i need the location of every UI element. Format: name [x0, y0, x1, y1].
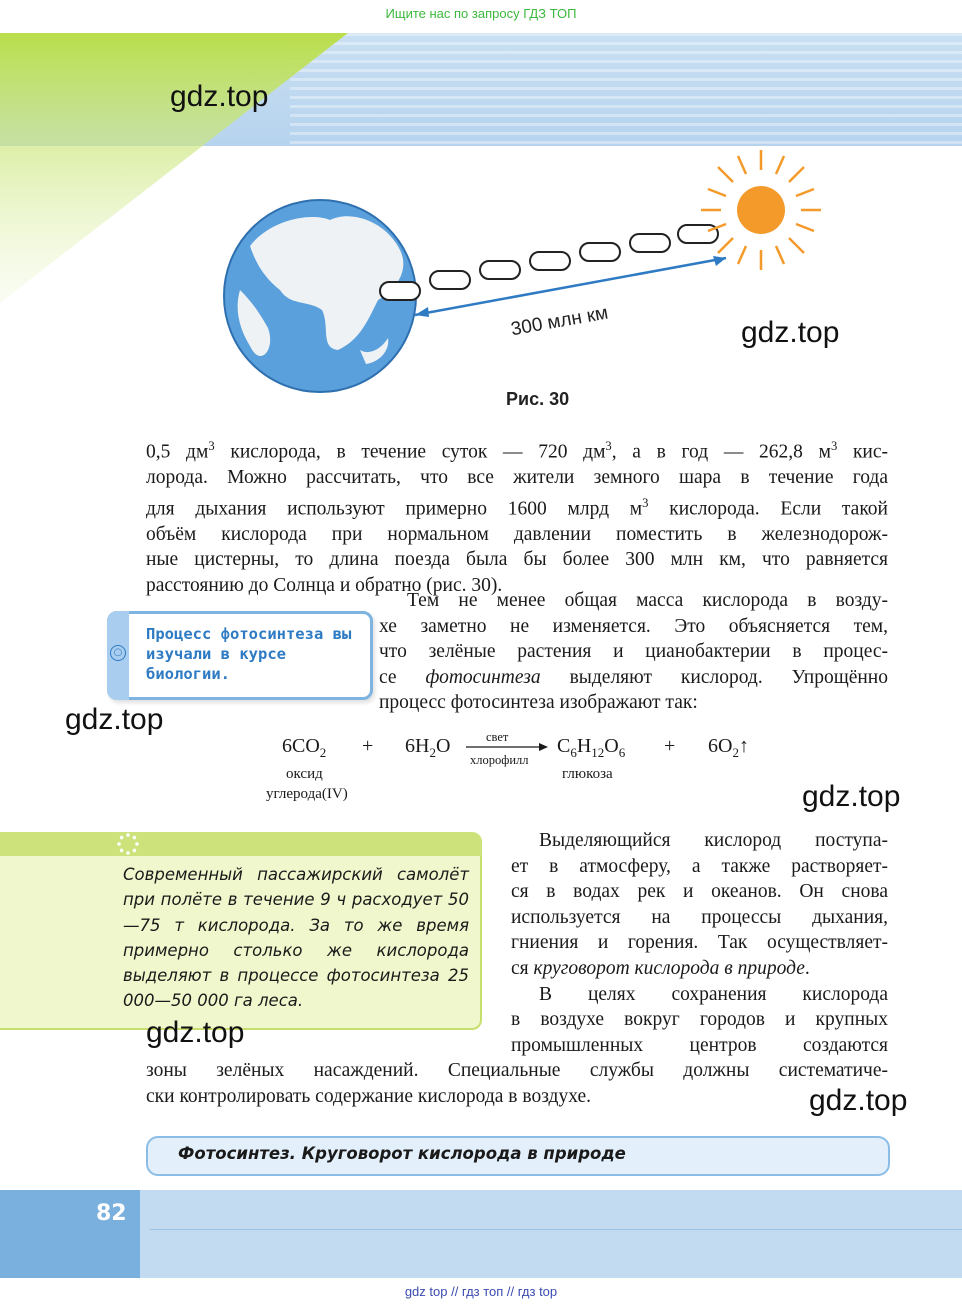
term-oxygen-cycle: круговорот кислорода в природе: [533, 957, 805, 979]
paragraph-3-tail: [146, 1058, 888, 1109]
eq-label-oxide: оксид: [286, 766, 323, 782]
watermark: gdz.top: [802, 780, 901, 813]
text-line: Выделяющийся кислород поступа-: [539, 830, 888, 851]
text-line: лорода. Можно рассчитать, что все жители земного шара в течение года: [146, 467, 888, 489]
watermark: gdz.top: [170, 80, 269, 113]
watermark: gdz.top: [146, 1016, 245, 1049]
text-line: 0,5 $дм^3$ кислорода, в течение суток — 720 $дм^3$, а в год — 262,8 $м^3$ кис-: [146, 439, 889, 463]
eq-o2: $6O_2↑$: [708, 735, 749, 760]
text-line: в воздухе вокруг городов и крупных: [511, 1009, 888, 1031]
text-line: В целях сохранения кислорода: [539, 983, 888, 1005]
figure-caption: Рис. 30: [506, 389, 570, 409]
text-line: что зелёные растения и цианобактерии в процес-: [379, 641, 888, 663]
distance-label: 300 млн км: [509, 302, 610, 341]
figure-earth-sun: [210, 150, 830, 415]
paragraph-3: [511, 828, 888, 1058]
eq-label-carbon: углерода(IV): [266, 786, 348, 802]
footer-band: [0, 1190, 962, 1278]
header-stripes: [290, 33, 962, 146]
eq-arrow-top-label: свет: [486, 730, 509, 744]
tank-train-icon: [380, 225, 718, 300]
term-photosynthesis: фотосинтеза: [425, 666, 541, 688]
eq-plus: +: [664, 735, 676, 757]
eq-arrow-bottom-label: хлорофилл: [470, 753, 529, 767]
text-line: промышленных центров создаются: [511, 1034, 888, 1056]
text-line: расстоянию до Солнца и обратно (рис. 30).: [146, 574, 503, 596]
top-search-hint[interactable]: Ищите нас по запросу ГДЗ ТОП: [385, 6, 577, 21]
dotted-circle-icon: [116, 832, 140, 856]
eq-h2o: $6H_2O$: [405, 735, 451, 760]
text-line: Тем не менее общая масса кислорода в возду-: [407, 590, 888, 611]
eq-glucose: $C_6H_{12}O_6$: [557, 735, 626, 760]
page-number: 82: [96, 1201, 127, 1226]
watermark: gdz.top: [809, 1084, 908, 1117]
fact-box-text: Современный пассажирский самолёт при полёте в течение 9 ч расходует 50—75 т кислорода. За то же время примерно столько же кислорода выделяют в процессе фотосинтеза 25 000—50 000 га леса.: [123, 865, 469, 1011]
eq-co2: $6CO_2$: [282, 735, 327, 760]
text-line: ся в водах рек и океанов. Он снова: [511, 881, 888, 903]
text-line: ет в атмосферу, а также растворяет-: [511, 855, 888, 877]
note-text: Процесс фотосинтеза вы изучали в курсе биологии.: [146, 625, 352, 683]
eq-plus: +: [362, 735, 374, 757]
paragraph-2: [379, 588, 888, 716]
watermark: gdz.top: [65, 703, 164, 736]
text-line: используется на процессы дыхания,: [511, 906, 888, 928]
footer-divider: [150, 1229, 962, 1230]
paragraph-1: [146, 434, 888, 599]
info-circle-icon: ○: [110, 645, 126, 661]
text-line: ные цистерны, то длина поезда была бы более 300 млн км, что равняется: [146, 549, 888, 571]
text-line: процесс фотосинтеза изображают так:: [379, 692, 698, 714]
text-line: ски контролировать содержание кислорода в воздухе.: [146, 1085, 592, 1107]
text-line: гниения и горения. Так осуществляет-: [511, 932, 888, 954]
bottom-links[interactable]: gdz top // гдз топ // гдз top: [404, 1284, 558, 1299]
text-line: для дыхания используют примерно 1600 млрд $м^3$ кислорода. Если такой: [146, 495, 888, 520]
text-line: ся круговорот кислорода в природе.: [511, 957, 810, 979]
eq-label-glucose: глюкоза: [562, 766, 613, 782]
text-line: зоны зелёных насаждений. Специальные службы должны систематиче-: [146, 1060, 888, 1081]
text-line: се фотосинтеза выделяют кислород. Упрощённо: [379, 666, 888, 688]
summary-text: Фотосинтез. Круговорот кислорода в природе: [178, 1144, 626, 1163]
text-line: хе заметно не изменяется. Это объясняется тем,: [379, 615, 888, 637]
fact-box-header: [0, 832, 482, 856]
watermark: gdz.top: [741, 316, 840, 349]
reaction-arrow-icon: [466, 741, 548, 753]
text-line: объём кислорода при нормальном давлении поместить в железнодорож-: [146, 523, 888, 545]
